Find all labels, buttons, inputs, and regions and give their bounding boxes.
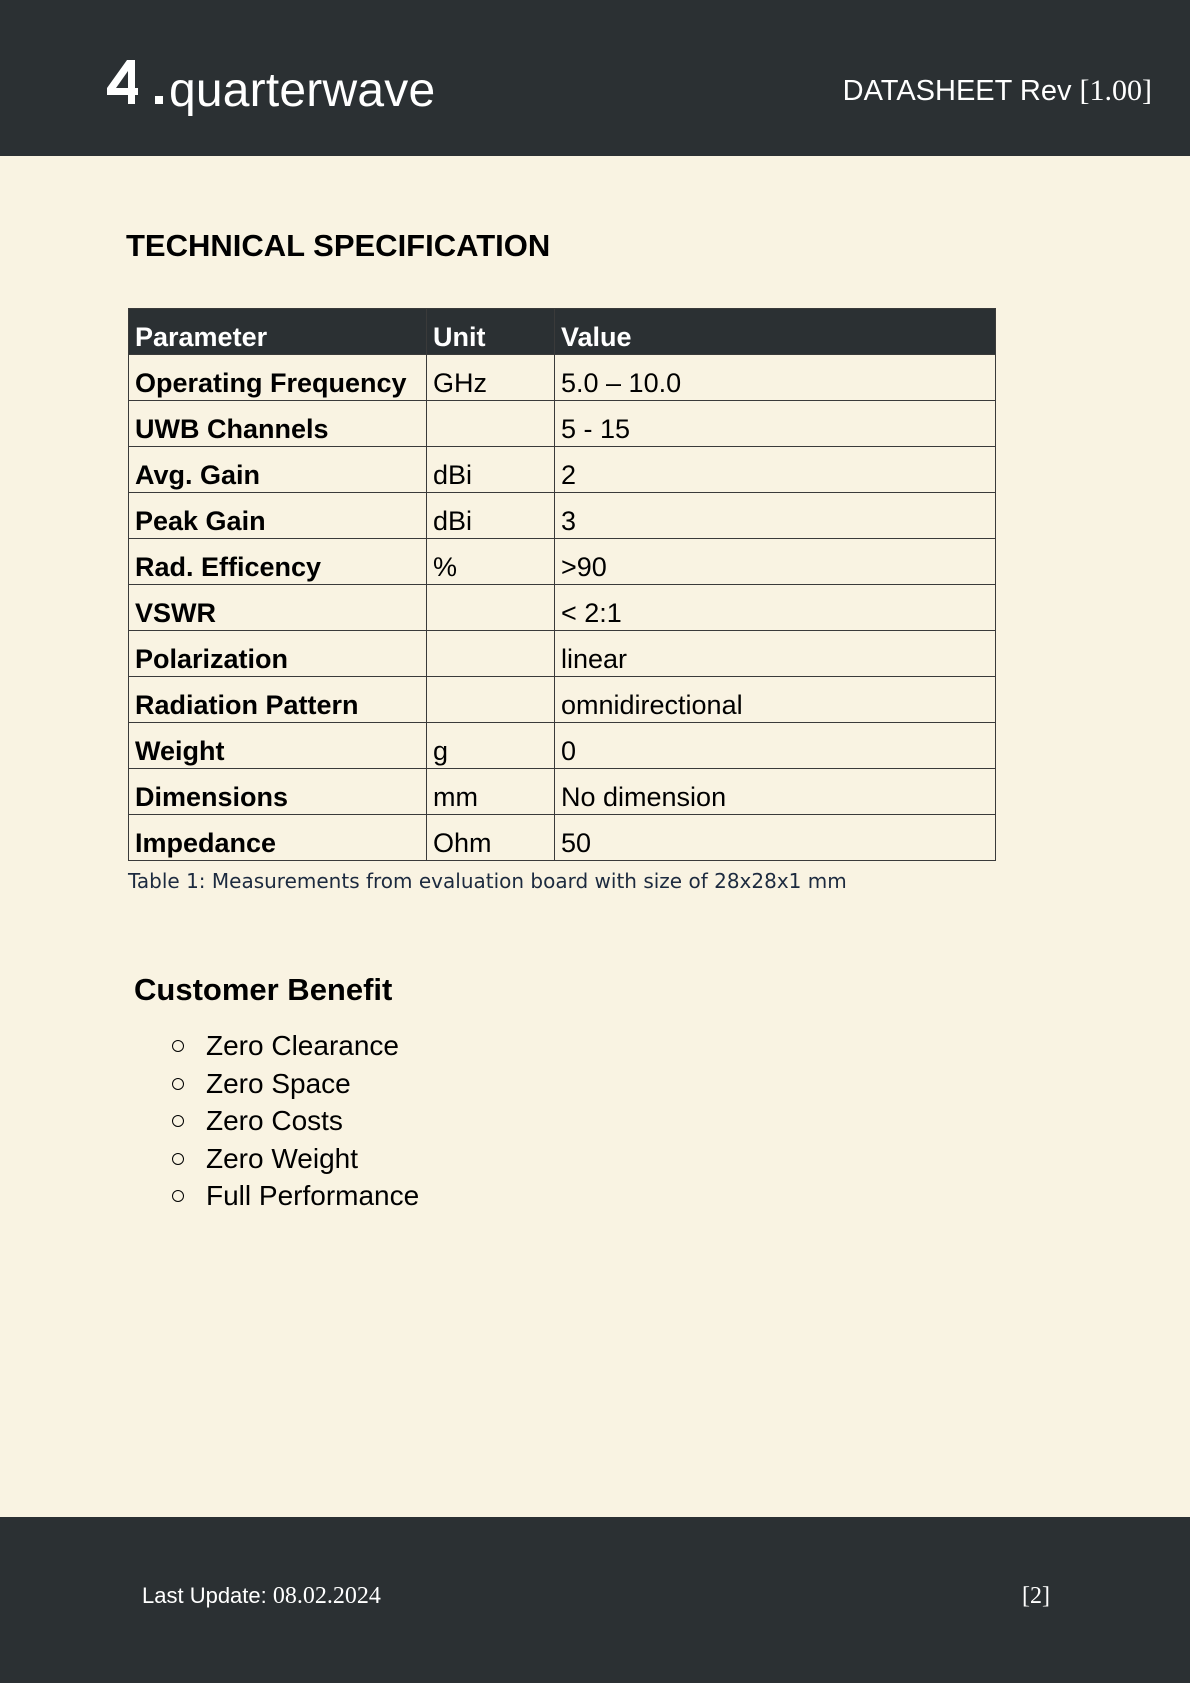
value-cell: 2	[555, 447, 996, 493]
circle-bullet-icon	[172, 1153, 184, 1165]
table-row	[129, 401, 996, 447]
value-cell: 5.0 – 10.0	[555, 355, 996, 401]
parameter-cell: VSWR	[129, 585, 427, 631]
benefit-label: Zero Costs	[206, 1105, 343, 1136]
benefit-label: Zero Space	[206, 1067, 351, 1099]
table-row	[129, 493, 996, 539]
value-cell: No dimension	[555, 769, 996, 815]
list-item	[170, 1140, 419, 1178]
value-cell: linear	[555, 631, 996, 677]
table-row	[129, 355, 996, 401]
table-row	[129, 769, 996, 815]
unit-cell: mm	[427, 769, 555, 815]
list-item	[170, 1027, 419, 1065]
spec-table	[128, 308, 996, 861]
parameter-cell: Rad. Efficency	[129, 539, 427, 585]
benefit-label: Zero Weight	[206, 1142, 358, 1174]
table-row	[129, 723, 996, 769]
value-cell: 3	[555, 493, 996, 539]
unit-cell: dBi	[427, 447, 555, 493]
page-title: TECHNICAL SPECIFICATION	[126, 228, 551, 263]
last-update	[142, 1581, 381, 1611]
parameter-cell: Avg. Gain	[129, 447, 427, 493]
unit-cell	[427, 631, 555, 677]
parameter-cell: Polarization	[129, 631, 427, 677]
table-row	[129, 815, 996, 861]
datasheet-revision	[843, 73, 1152, 109]
benefit-label: Full Performance	[206, 1180, 420, 1211]
unit-cell	[427, 677, 555, 723]
unit-cell	[427, 585, 555, 631]
circle-bullet-icon	[172, 1115, 184, 1127]
logo-text: quarterwave	[169, 64, 436, 117]
unit-cell: g	[427, 723, 555, 769]
unit-cell: %	[427, 539, 555, 585]
unit-cell	[427, 401, 555, 447]
revision-number: [1.00]	[1079, 74, 1152, 107]
value-cell: 0	[555, 723, 996, 769]
column-header-parameter: Parameter	[129, 309, 427, 355]
doc-type-label: DATASHEET Rev	[842, 75, 1072, 107]
parameter-cell: Impedance	[129, 815, 427, 861]
last-update-date: 08.02.2024	[272, 1583, 381, 1609]
unit-cell: Ohm	[427, 815, 555, 861]
parameter-cell: Radiation Pattern	[129, 677, 427, 723]
table-caption: Table 1: Measurements from evaluation board with size of 28x28x1 mm	[128, 869, 847, 893]
table-row	[129, 677, 996, 723]
list-item	[170, 1065, 419, 1103]
value-cell: 5 - 15	[555, 401, 996, 447]
benefit-label: Zero Clearance	[206, 1030, 399, 1061]
table-header-row	[129, 309, 996, 355]
value-cell: 50	[555, 815, 996, 861]
column-header-unit: Unit	[427, 309, 555, 355]
table-row	[129, 585, 996, 631]
value-cell: omnidirectional	[555, 677, 996, 723]
parameter-cell: Weight	[129, 723, 427, 769]
parameter-cell: UWB Channels	[129, 401, 427, 447]
last-update-label: Last Update:	[142, 1583, 267, 1608]
column-header-value: Value	[555, 309, 996, 355]
table-row	[129, 447, 996, 493]
value-cell: >90	[555, 539, 996, 585]
unit-cell: dBi	[427, 493, 555, 539]
parameter-cell: Operating Frequency	[129, 355, 427, 401]
page-footer	[0, 1517, 1190, 1683]
list-item	[170, 1177, 419, 1215]
customer-benefit-title: Customer Benefit	[134, 972, 393, 1007]
page-number: [2]	[1022, 1583, 1050, 1609]
parameter-cell: Dimensions	[129, 769, 427, 815]
list-item	[170, 1102, 419, 1140]
circle-bullet-icon	[172, 1040, 184, 1052]
unit-cell: GHz	[427, 355, 555, 401]
circle-bullet-icon	[172, 1190, 184, 1202]
parameter-cell: Peak Gain	[129, 493, 427, 539]
value-cell: < 2:1	[555, 585, 996, 631]
table-row	[129, 539, 996, 585]
table-row	[129, 631, 996, 677]
benefit-list	[170, 1027, 419, 1215]
logo-mark-icon	[107, 58, 155, 106]
logo-dot-icon	[155, 96, 167, 108]
page-header	[0, 0, 1190, 156]
circle-bullet-icon	[172, 1078, 184, 1090]
